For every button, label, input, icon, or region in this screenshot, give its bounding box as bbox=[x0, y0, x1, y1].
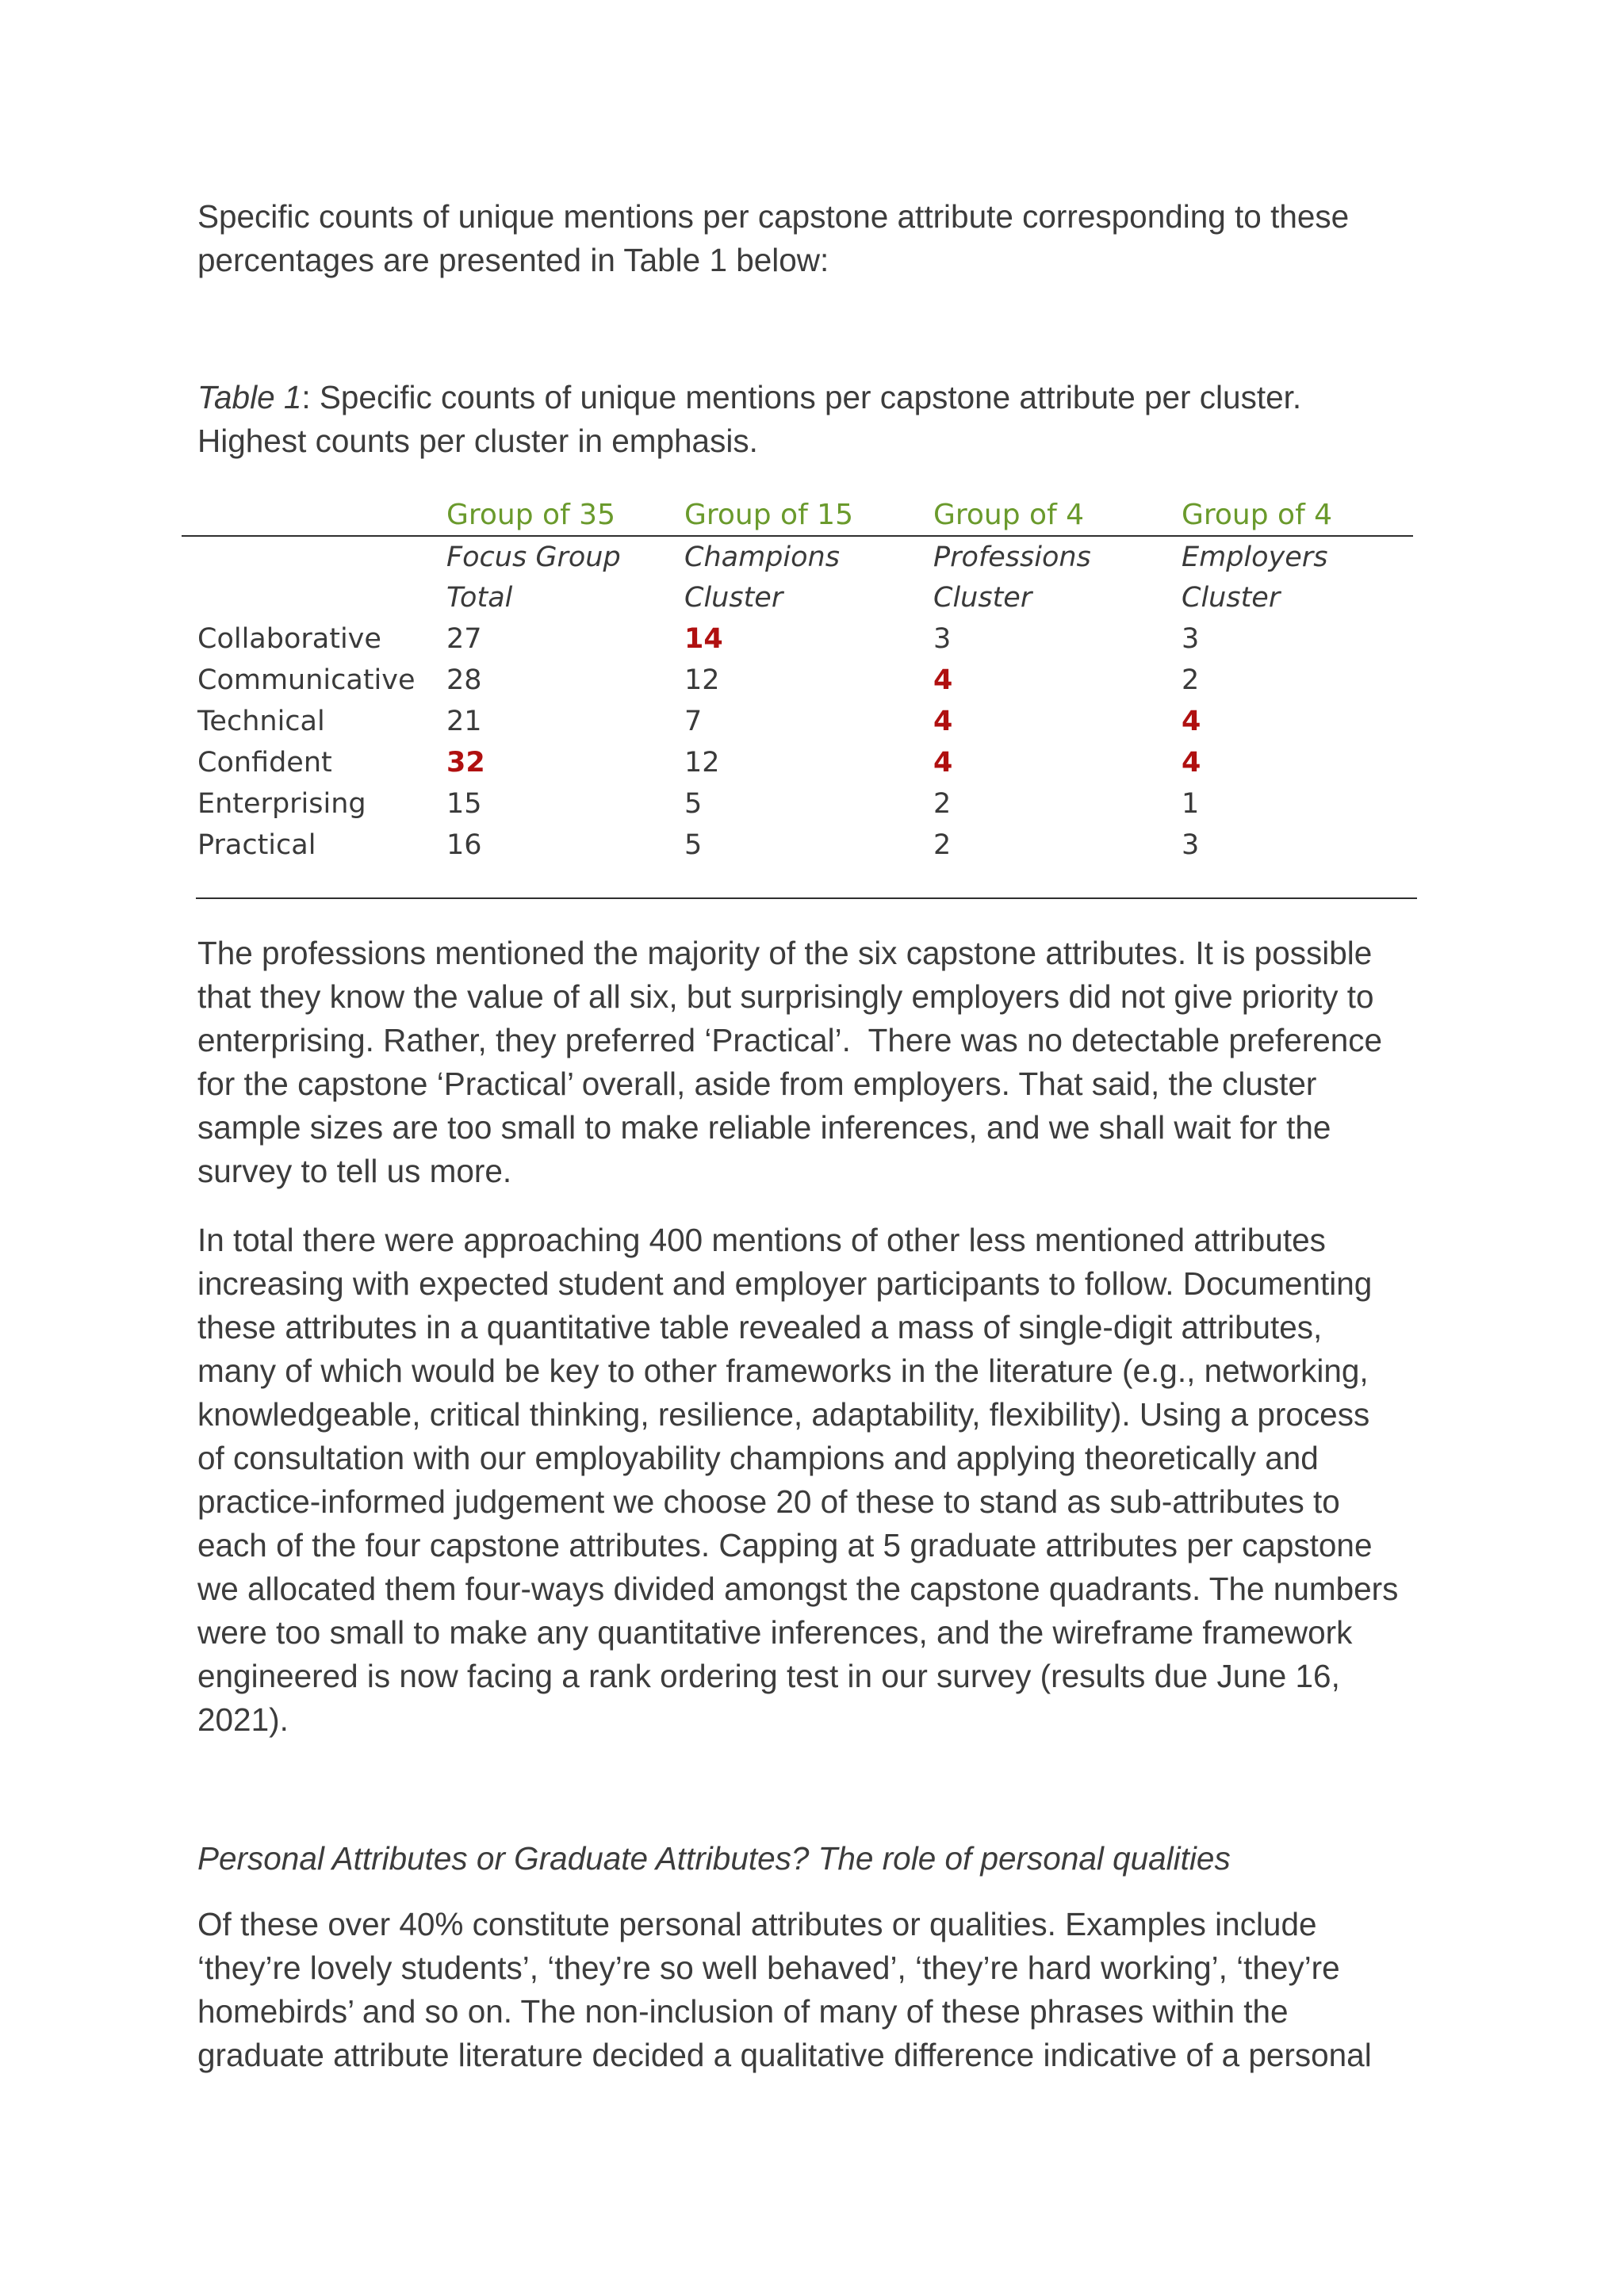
table-cell: 3 bbox=[933, 623, 952, 655]
table-cell-highlight: 4 bbox=[1182, 747, 1201, 779]
table-cell-highlight: 14 bbox=[684, 623, 723, 655]
table-sub-header: Total bbox=[446, 582, 513, 614]
table-cell: 2 bbox=[933, 829, 952, 861]
paragraph-line: Of these over 40% constitute personal attributes or qualities. Examples include bbox=[197, 1906, 1317, 1942]
table-cell-highlight: 32 bbox=[446, 747, 485, 779]
paragraph-line: graduate attribute literature decided a qualitative difference indicative of a personal bbox=[197, 2037, 1372, 2073]
table-cell: 7 bbox=[684, 706, 703, 737]
body-paragraph-1 bbox=[197, 932, 1434, 1193]
body-paragraph-2 bbox=[197, 1219, 1434, 1742]
paragraph-line: that they know the value of all six, but surprisingly employers did not give priority to bbox=[197, 978, 1374, 1015]
table-cell: 15 bbox=[446, 788, 482, 820]
paragraph-line: knowledgeable, critical thinking, resilience, adaptability, flexibility). Using a process bbox=[197, 1396, 1370, 1433]
paragraph-line: each of the four capstone attributes. Capping at 5 graduate attributes per capstone bbox=[197, 1527, 1373, 1563]
table-cell-highlight: 4 bbox=[933, 706, 953, 737]
table-cell: 3 bbox=[1182, 623, 1200, 655]
table-row-label: Collaborative bbox=[197, 623, 381, 655]
paragraph-line: In total there were approaching 400 mentions of other less mentioned attributes bbox=[197, 1222, 1326, 1258]
paragraph-line: ‘they’re lovely students’, ‘they’re so well behaved’, ‘they’re hard working’, ‘they’re bbox=[197, 1950, 1340, 1986]
table-sub-header: Employers bbox=[1182, 541, 1328, 573]
intro-line: percentages are presented in Table 1 below: bbox=[197, 242, 829, 278]
table-sub-header: Cluster bbox=[684, 582, 783, 614]
table-cell: 5 bbox=[684, 829, 703, 861]
table-caption bbox=[197, 376, 1434, 463]
paragraph-line: sample sizes are too small to make reliable inferences, and we shall wait for the bbox=[197, 1109, 1331, 1146]
paragraph-line: for the capstone ‘Practical’ overall, aside from employers. That said, the cluster bbox=[197, 1066, 1317, 1102]
table-cell: 3 bbox=[1182, 829, 1200, 861]
table-cell-highlight: 4 bbox=[933, 664, 953, 696]
table-cell: 28 bbox=[446, 664, 482, 696]
table-cell: 27 bbox=[446, 623, 482, 655]
table-top-rule bbox=[182, 535, 1413, 537]
intro-paragraph bbox=[197, 195, 1434, 282]
paragraph-line: of consultation with our employability champions and applying theoretically and bbox=[197, 1440, 1319, 1476]
table-row-label: Technical bbox=[197, 706, 325, 737]
table-sub-header: Cluster bbox=[1182, 582, 1281, 614]
paragraph-line: increasing with expected student and employer participants to follow. Documenting bbox=[197, 1265, 1373, 1302]
table-group-header: Group of 4 bbox=[933, 499, 1085, 531]
table-cell: 12 bbox=[684, 747, 720, 779]
table-sub-header: Focus Group bbox=[446, 541, 621, 573]
table-cell: 1 bbox=[1182, 788, 1200, 820]
intro-line: Specific counts of unique mentions per capstone attribute corresponding to these bbox=[197, 198, 1350, 235]
table-cell-highlight: 4 bbox=[1182, 706, 1201, 737]
table-cell: 12 bbox=[684, 664, 720, 696]
table-caption-text: : Specific counts of unique mentions per capstone attribute per cluster. bbox=[301, 379, 1302, 415]
table-sub-header: Professions bbox=[933, 541, 1091, 573]
paragraph-line: 2021). bbox=[197, 1701, 289, 1738]
table-cell: 2 bbox=[933, 788, 952, 820]
table-caption-line2: Highest counts per cluster in emphasis. bbox=[197, 423, 758, 459]
table-cell-highlight: 4 bbox=[933, 747, 953, 779]
table-bottom-rule bbox=[196, 897, 1417, 899]
table-cell: 5 bbox=[684, 788, 703, 820]
table-cell: 2 bbox=[1182, 664, 1200, 696]
table-cell: 21 bbox=[446, 706, 482, 737]
paragraph-line: The professions mentioned the majority of the six capstone attributes. It is possible bbox=[197, 935, 1373, 971]
table-sub-header: Champions bbox=[684, 541, 840, 573]
section-heading: Personal Attributes or Graduate Attributes? The role of personal qualities bbox=[197, 1840, 1231, 1877]
table-sub-header: Cluster bbox=[933, 582, 1032, 614]
table-row-label: Enterprising bbox=[197, 788, 366, 820]
paragraph-line: homebirds’ and so on. The non-inclusion of many of these phrases within the bbox=[197, 1993, 1289, 2030]
paragraph-line: we allocated them four-ways divided amongst the capstone quadrants. The numbers bbox=[197, 1571, 1399, 1607]
paragraph-line: enterprising. Rather, they preferred ‘Practical’. There was no detectable preference bbox=[197, 1022, 1383, 1058]
table-caption-label: Table 1 bbox=[197, 379, 302, 415]
table-group-header: Group of 35 bbox=[446, 499, 615, 531]
paragraph-line: engineered is now facing a rank ordering test in our survey (results due June 16, bbox=[197, 1658, 1340, 1694]
table-group-header: Group of 4 bbox=[1182, 499, 1333, 531]
paragraph-line: many of which would be key to other frameworks in the literature (e.g., networking, bbox=[197, 1353, 1369, 1389]
paragraph-line: survey to tell us more. bbox=[197, 1153, 512, 1189]
table-cell: 16 bbox=[446, 829, 482, 861]
paragraph-line: these attributes in a quantitative table revealed a mass of single-digit attributes, bbox=[197, 1309, 1323, 1345]
table-row-label: Communicative bbox=[197, 664, 416, 696]
paragraph-line: were too small to make any quantitative inferences, and the wireframe framework bbox=[197, 1614, 1353, 1651]
table-row-label: Confident bbox=[197, 747, 332, 779]
table-group-header: Group of 15 bbox=[684, 499, 853, 531]
body-paragraph-3 bbox=[197, 1903, 1434, 2077]
table-row-label: Practical bbox=[197, 829, 316, 861]
paragraph-line: practice-informed judgement we choose 20 of these to stand as sub-attributes to bbox=[197, 1483, 1340, 1520]
